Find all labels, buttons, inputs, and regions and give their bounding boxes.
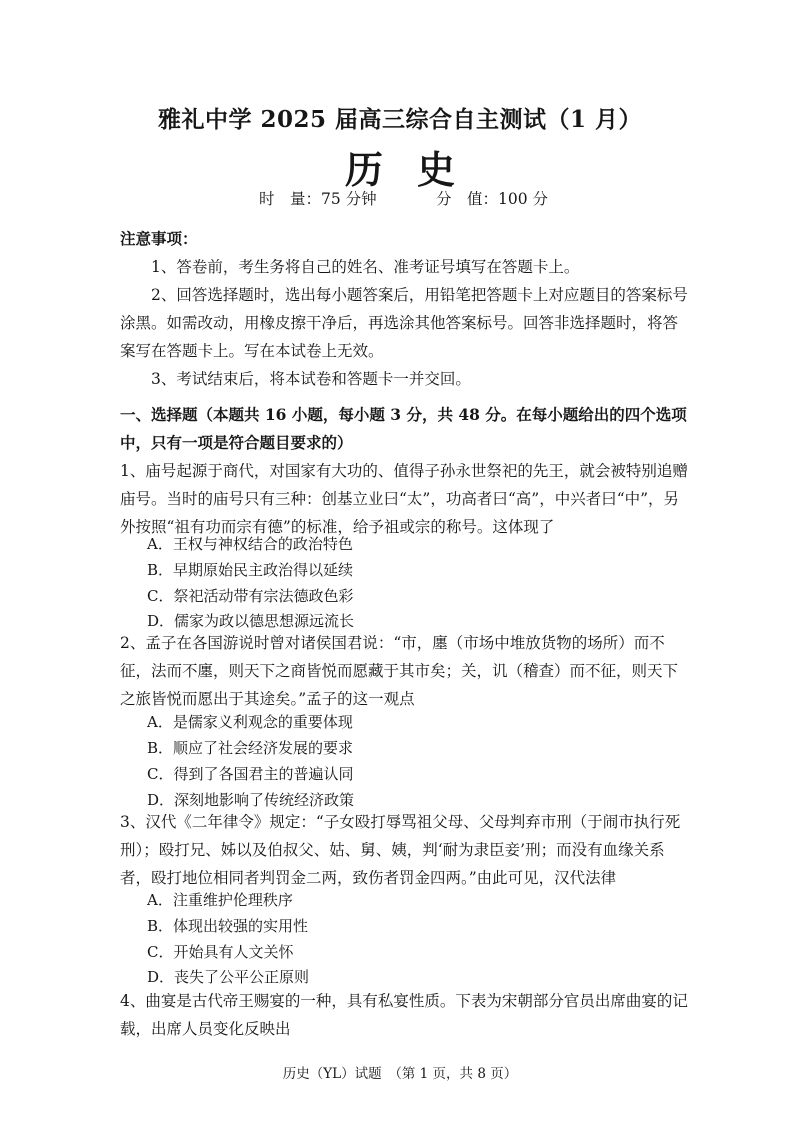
section-heading xyxy=(120,401,690,457)
question-1-option-d: D．儒家为政以德思想源远流长 xyxy=(147,612,355,630)
question-2-option-a: A．是儒家义利观念的重要体现 xyxy=(147,713,353,731)
notice-item: 1、答卷前，考生务将自己的姓名、准考证号填写在答题卡上。 xyxy=(151,258,580,276)
question-2-option-b: B．顺应了社会经济发展的要求 xyxy=(147,739,354,757)
question-stem: 1、庙号起源于商代，对国家有大功的、值得子孙永世祭祀的先王，就会被特别追赠庙号。当时的庙号只有三种：创基立业曰“太”，功高者曰“高”，中兴者曰“中”，另外按照“祖有功而宗有德”的标准，给予祖或宗的称号。这体现了 xyxy=(120,462,688,536)
question-1-option-b: B．早期原始民主政治得以延续 xyxy=(147,561,354,579)
question-4 xyxy=(120,987,690,1043)
question-2-option-d: D．深刻地影响了传统经济政策 xyxy=(147,791,355,809)
notice-item: 2、回答选择题时，选出每小题答案后，用铅笔把答题卡上对应题目的答案标号涂黑。如需改动，用橡皮擦干净后，再选涂其他答案标号。回答非选择题时，将答案写在答题卡上。写在本试卷上无效。 xyxy=(120,286,688,360)
question-1-option-a: A．王权与神权结合的政治特色 xyxy=(147,535,353,553)
question-stem: 3、汉代《二年律令》规定：“子女殴打辱骂祖父母、父母判弃市刑（于闹市执行死刑）；殴打兄、姊以及伯叔父、姑、舅、姨，判‘耐为隶臣妾’刑；而没有血缘关系者，殴打地位相同者判罚金二两，致伤者罚金四两。”由此可见，汉代法律 xyxy=(120,813,681,887)
exam-duration: 时 量：75 分钟 xyxy=(259,190,377,208)
question-1 xyxy=(120,457,690,541)
question-2-option-c: C．得到了各国君主的普遍认同 xyxy=(147,765,354,783)
notice-heading: 注意事项： xyxy=(120,229,198,248)
section-heading-text: 一、选择题（本题共 16 小题，每小题 3 分，共 48 分。在每小题给出的四个选项中，只有一项是符合题目要求的） xyxy=(120,405,687,452)
notice-section xyxy=(120,225,690,393)
question-stem: 2、孟子在各国游说时曾对诸侯国君说：“市，廛（市场中堆放货物的场所）而不征，法而不廛，则天下之商皆悦而愿藏于其市矣；关，讥（稽查）而不征，则天下之旅皆悦而愿出于其途矣。”孟子的这一观点 xyxy=(120,634,679,708)
exam-total-score: 分 值：100 分 xyxy=(436,190,549,208)
exam-title: 雅礼中学 2025 届高三综合自主测试（1 月） xyxy=(157,106,643,133)
question-1-option-c: C．祭祀活动带有宗法德政色彩 xyxy=(147,587,354,605)
question-3 xyxy=(120,808,690,892)
question-3-option-d: D．丧失了公平公正原则 xyxy=(147,968,310,986)
notice-item: 3、考试结束后，将本试卷和答题卡一并交回。 xyxy=(151,370,471,388)
page-footer: 历史（YL）试题 （第 1 页，共 8 页） xyxy=(282,1066,518,1082)
question-stem: 4、曲宴是古代帝王赐宴的一种，具有私宴性质。下表为宋朝部分官员出席曲宴的记载，出席人员变化反映出 xyxy=(120,992,688,1038)
question-2 xyxy=(120,629,690,713)
question-3-option-c: C．开始具有人文关怀 xyxy=(147,943,294,961)
question-3-option-a: A．注重维护伦理秩序 xyxy=(147,891,293,909)
subject-title: 历史 xyxy=(344,147,489,192)
question-3-option-b: B．体现出较强的实用性 xyxy=(147,917,309,935)
